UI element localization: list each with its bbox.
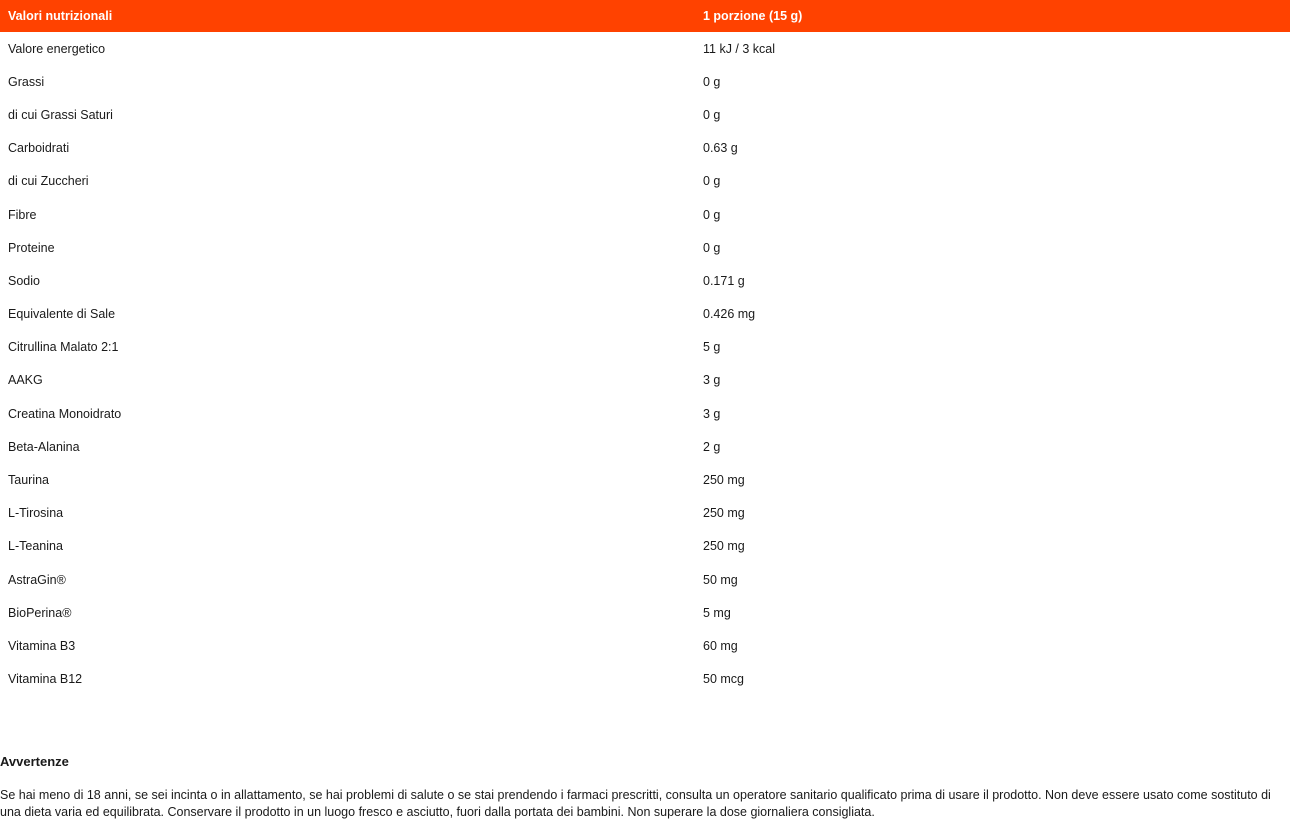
- table-row: [0, 264, 1290, 297]
- nutrient-name: Fibre: [8, 207, 37, 222]
- nutrient-name: AstraGin®: [8, 572, 66, 587]
- table-row: [0, 596, 1290, 629]
- table-row: [0, 663, 1290, 696]
- warnings-section: [0, 754, 1290, 821]
- table-row: [0, 231, 1290, 264]
- nutrient-value: 0 g: [703, 107, 721, 122]
- nutrient-name: L-Tirosina: [8, 506, 64, 521]
- nutrient-name: Beta-Alanina: [8, 439, 80, 454]
- nutrient-name: Equivalente di Sale: [8, 307, 116, 322]
- nutrient-value: 0 g: [703, 74, 721, 89]
- nutrient-name: Vitamina B3: [8, 638, 76, 653]
- warnings-title: Avvertenze: [0, 754, 69, 769]
- warnings-text: Se hai meno di 18 anni, se sei incinta o in allattamento, se hai problemi di salute o se stai prendendo i farmaci prescritti, consulta un operatore sanitario qualificato prima di usare il prodotto. Non deve essere usato come sostituto di una dieta varia ed equilibrata. Conservare il prodotto in un luogo fresco e asciutto, fuori dalla portata dei bambini. Non superare la dose giornaliera consigliata.: [0, 788, 1271, 819]
- nutrient-value: 3 g: [703, 373, 721, 388]
- table-row: [0, 98, 1290, 131]
- nutrient-value: 0 g: [703, 207, 721, 222]
- nutrient-name: Creatina Monoidrato: [8, 406, 122, 421]
- nutrient-value: 11 kJ / 3 kcal: [703, 41, 776, 56]
- header-serving-column: 1 porzione (15 g): [695, 0, 1290, 32]
- nutrient-value: 0.426 mg: [703, 307, 756, 322]
- nutrient-name: L-Teanina: [8, 539, 63, 554]
- table-row: [0, 364, 1290, 397]
- nutrient-name: Citrullina Malato 2:1: [8, 340, 119, 355]
- nutrient-name: Vitamina B12: [8, 672, 83, 687]
- table-row: [0, 65, 1290, 98]
- table-row: [0, 629, 1290, 662]
- nutrient-value: 250 mg: [703, 473, 745, 488]
- nutrient-name: Sodio: [8, 273, 40, 288]
- nutrient-value: 250 mg: [703, 539, 745, 554]
- table-row: [0, 132, 1290, 165]
- table-header-row: [0, 0, 1290, 32]
- table-row: [0, 298, 1290, 331]
- nutrient-name: di cui Zuccheri: [8, 174, 89, 189]
- table-row: [0, 32, 1290, 65]
- table-row: [0, 430, 1290, 463]
- nutrient-value: 2 g: [703, 439, 721, 454]
- nutrient-value: 5 mg: [703, 605, 731, 620]
- nutrient-name: BioPerina®: [8, 605, 72, 620]
- table-row: [0, 331, 1290, 364]
- nutrient-value: 0.171 g: [703, 273, 745, 288]
- table-row: [0, 165, 1290, 198]
- table-row: [0, 198, 1290, 231]
- nutrient-name: Proteine: [8, 240, 55, 255]
- table-row: [0, 463, 1290, 496]
- nutrient-name: Carboidrati: [8, 141, 70, 156]
- table-row: [0, 530, 1290, 563]
- nutrient-value: 0 g: [703, 174, 721, 189]
- nutrient-name: Grassi: [8, 74, 45, 89]
- nutrient-name: Valore energetico: [8, 41, 106, 56]
- nutrient-name: di cui Grassi Saturi: [8, 107, 113, 122]
- table-row: [0, 397, 1290, 430]
- nutrient-value: 50 mcg: [703, 672, 744, 687]
- nutrient-value: 5 g: [703, 340, 721, 355]
- nutrition-table-header: [0, 0, 1290, 32]
- nutrient-value: 50 mg: [703, 572, 738, 587]
- table-row: [0, 563, 1290, 596]
- header-nutrient-column: Valori nutrizionali: [0, 0, 695, 32]
- nutrient-value: 250 mg: [703, 506, 745, 521]
- nutrition-table-body: [0, 32, 1290, 696]
- nutrient-value: 0 g: [703, 240, 721, 255]
- table-row: [0, 497, 1290, 530]
- nutrient-value: 60 mg: [703, 638, 738, 653]
- nutrient-name: Taurina: [8, 473, 49, 488]
- nutrient-value: 0.63 g: [703, 141, 738, 156]
- nutrient-value: 3 g: [703, 406, 721, 421]
- nutrient-name: AAKG: [8, 373, 43, 388]
